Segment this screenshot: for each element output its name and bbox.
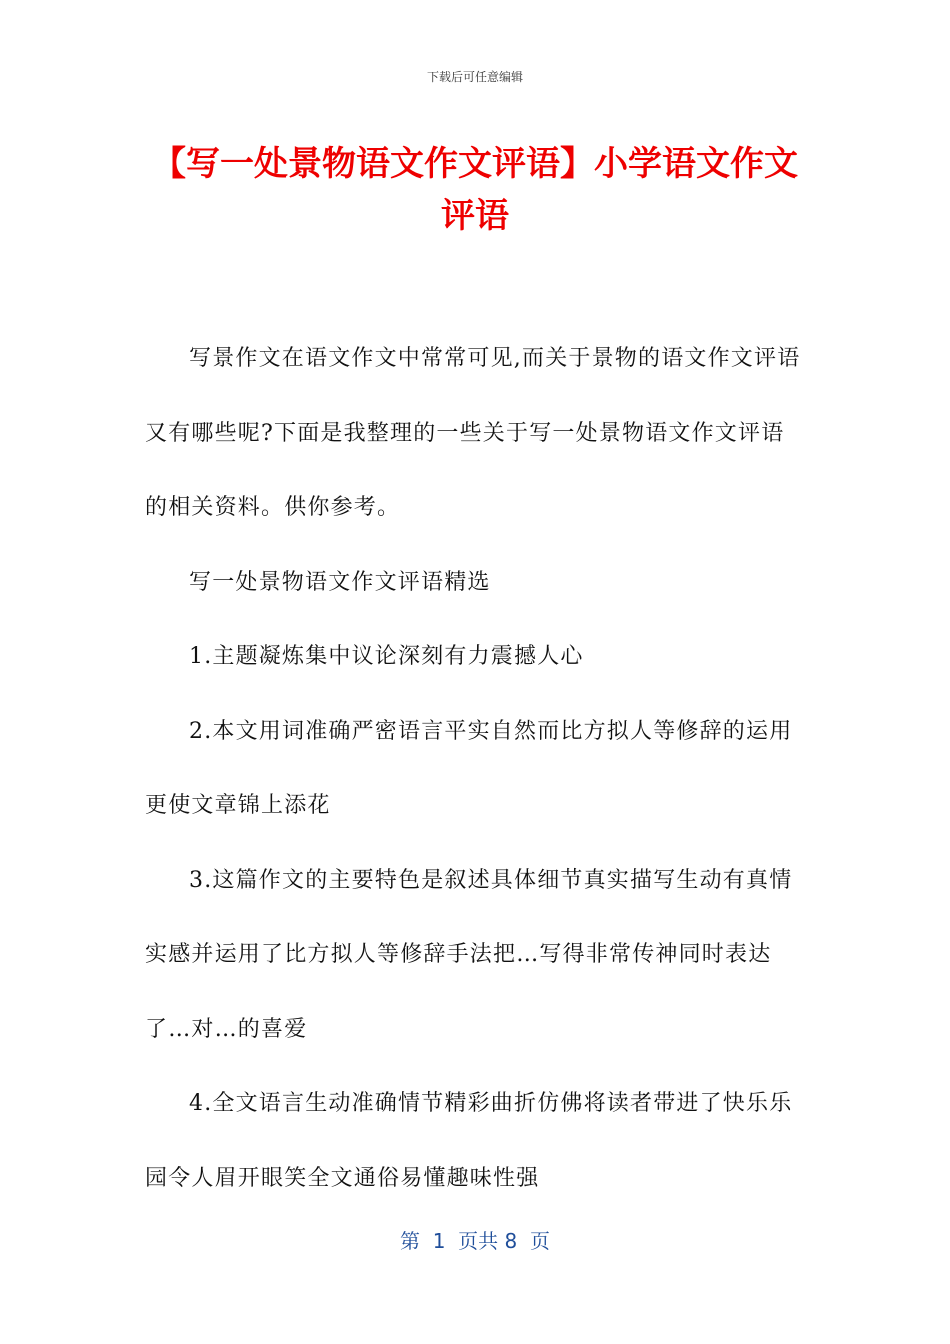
header-note: 下载后可任意编辑 <box>426 70 523 84</box>
document-body <box>145 322 805 1216</box>
paragraph-item-4: 4.全文语言生动准确情节精彩曲折仿佛将读者带进了快乐乐园令人眉开眼笑全文通俗易懂趣味性强 <box>145 1091 793 1191</box>
page-footer: 第 1 页共 8 页 <box>400 1229 550 1253</box>
paragraph-intro: 写景作文在语文作文中常常可见,而关于景物的语文作文评语又有哪些呢?下面是我整理的一些关于写一处景物语文作文评语的相关资料。供你参考。 <box>145 346 801 520</box>
paragraph-item-3: 3.这篇作文的主要特色是叙述具体细节真实描写生动有真情实感并运用了比方拟人等修辞手法把…写得非常传神同时表达了…对…的喜爱 <box>145 867 793 1042</box>
document-title: 【写一处景物语文作文评语】小学语文作文评语 <box>152 144 798 236</box>
paragraph-subheading: 写一处景物语文作文评语精选 <box>189 569 491 595</box>
paragraph-item-1: 1.主题凝炼集中议论深刻有力震撼人心 <box>189 644 584 669</box>
paragraph-item-2: 2.本文用词准确严密语言平实自然而比方拟人等修辞的运用更使文章锦上添花 <box>145 718 793 818</box>
